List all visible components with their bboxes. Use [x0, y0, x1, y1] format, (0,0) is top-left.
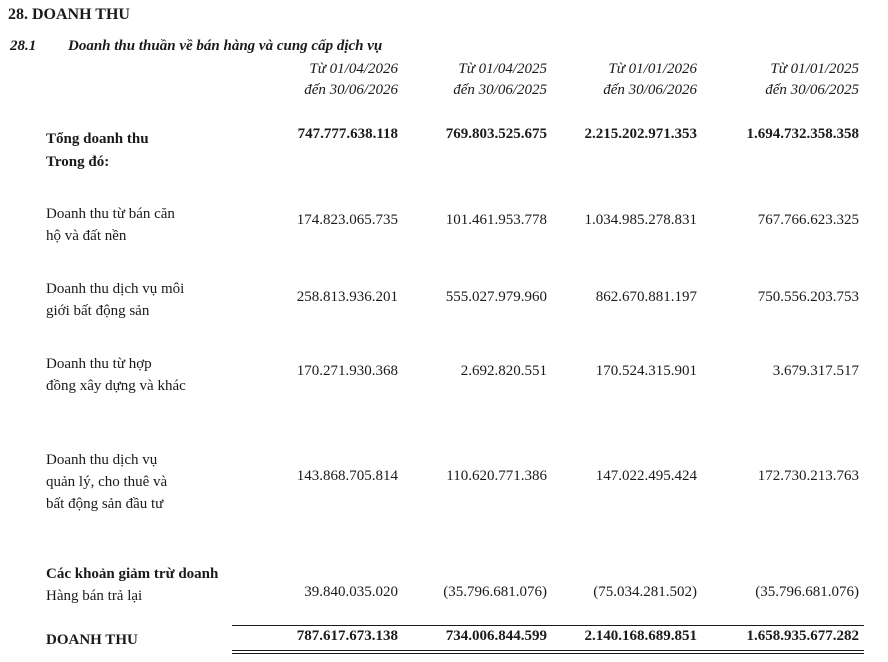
column-header-4: [679, 59, 859, 101]
row-net-value-2: 734.006.844.599: [445, 628, 547, 644]
total-double-rule-1: [232, 650, 864, 651]
column-header-3: [517, 59, 697, 101]
column-header-2-line1: Từ 01/04/2025: [458, 61, 547, 77]
column-header-2-line2: đến 30/06/2025: [453, 82, 547, 98]
row-brokerage-value-2: 555.027.979.960: [445, 289, 547, 305]
column-header-4-line2: đến 30/06/2025: [765, 82, 859, 98]
row-management-label-line2: quản lý, cho thuê và: [46, 474, 168, 490]
total-top-rule: [232, 625, 864, 626]
row-management-value-2: 110.620.771.386: [446, 468, 547, 484]
row-deductions-value-1: 39.840.035.020: [304, 584, 398, 600]
column-header-3-line2: đến 30/06/2026: [603, 82, 697, 98]
row-apartments-label-line1: Doanh thu từ bán căn: [46, 206, 175, 222]
row-deductions-label: Các khoản giảm trừ doanh: [46, 566, 219, 582]
row-brokerage-value-3: 862.670.881.197: [595, 289, 697, 305]
row-construction-label-line2: đồng xây dựng và khác: [46, 378, 186, 394]
row-management-label-line3: bất động sản đầu tư: [46, 496, 164, 512]
note-heading: 28. DOANH THU: [8, 6, 130, 23]
row-brokerage-value-1: 258.813.936.201: [296, 289, 398, 305]
row-apartments-value-1: 174.823.065.735: [296, 212, 398, 228]
row-construction-label-line1: Doanh thu từ hợp: [46, 356, 152, 372]
row-deductions-value-3: (75.034.281.502): [593, 584, 697, 600]
total-double-rule-2: [232, 653, 864, 654]
row-apartments-value-2: 101.461.953.778: [445, 212, 547, 228]
row-apartments-value-3: 1.034.985.278.831: [584, 212, 697, 228]
column-header-1-line1: Từ 01/04/2026: [309, 61, 398, 77]
row-deductions-value-2: (35.796.681.076): [443, 584, 547, 600]
column-header-1-line2: đến 30/06/2026: [304, 82, 398, 98]
row-management-value-1: 143.868.705.814: [296, 468, 398, 484]
row-total-value-2: 769.803.525.675: [445, 126, 547, 142]
row-construction-value-2: 2.692.820.551: [460, 363, 547, 379]
row-management-value-3: 147.022.495.424: [595, 468, 697, 484]
section-title: Doanh thu thuần về bán hàng và cung cấp dịch vụ: [68, 38, 383, 54]
row-net-value-4: 1.658.935.677.282: [746, 628, 859, 644]
row-net-value-1: 787.617.673.138: [296, 628, 398, 644]
row-total-value-3: 2.215.202.971.353: [584, 126, 697, 142]
row-total-value-1: 747.777.638.118: [297, 126, 398, 142]
row-brokerage-label-line1: Doanh thu dịch vụ môi: [46, 281, 185, 297]
row-net-label: DOANH THU: [46, 632, 138, 648]
row-apartments-label-line2: hộ và đất nền: [46, 228, 127, 244]
row-brokerage-label-line2: giới bất động sản: [46, 303, 150, 319]
row-construction-value-4: 3.679.317.517: [772, 363, 859, 379]
row-net-value-3: 2.140.168.689.851: [584, 628, 697, 644]
row-total-value-4: 1.694.732.358.358: [746, 126, 859, 142]
row-brokerage-value-4: 750.556.203.753: [757, 289, 859, 305]
row-total-label: Tổng doanh thu: [46, 131, 149, 147]
row-total-sublabel: Trong đó:: [46, 154, 110, 170]
row-apartments-value-4: 767.766.623.325: [757, 212, 859, 228]
column-header-4-line1: Từ 01/01/2025: [770, 61, 859, 77]
row-management-label-line1: Doanh thu dịch vụ: [46, 452, 158, 468]
row-construction-value-3: 170.524.315.901: [595, 363, 697, 379]
row-deductions-value-4: (35.796.681.076): [755, 584, 859, 600]
row-management-value-4: 172.730.213.763: [757, 468, 859, 484]
column-header-3-line1: Từ 01/01/2026: [608, 61, 697, 77]
row-construction-value-1: 170.271.930.368: [296, 363, 398, 379]
section-number: 28.1: [10, 38, 37, 54]
row-deductions-sublabel: Hàng bán trả lại: [46, 588, 143, 604]
